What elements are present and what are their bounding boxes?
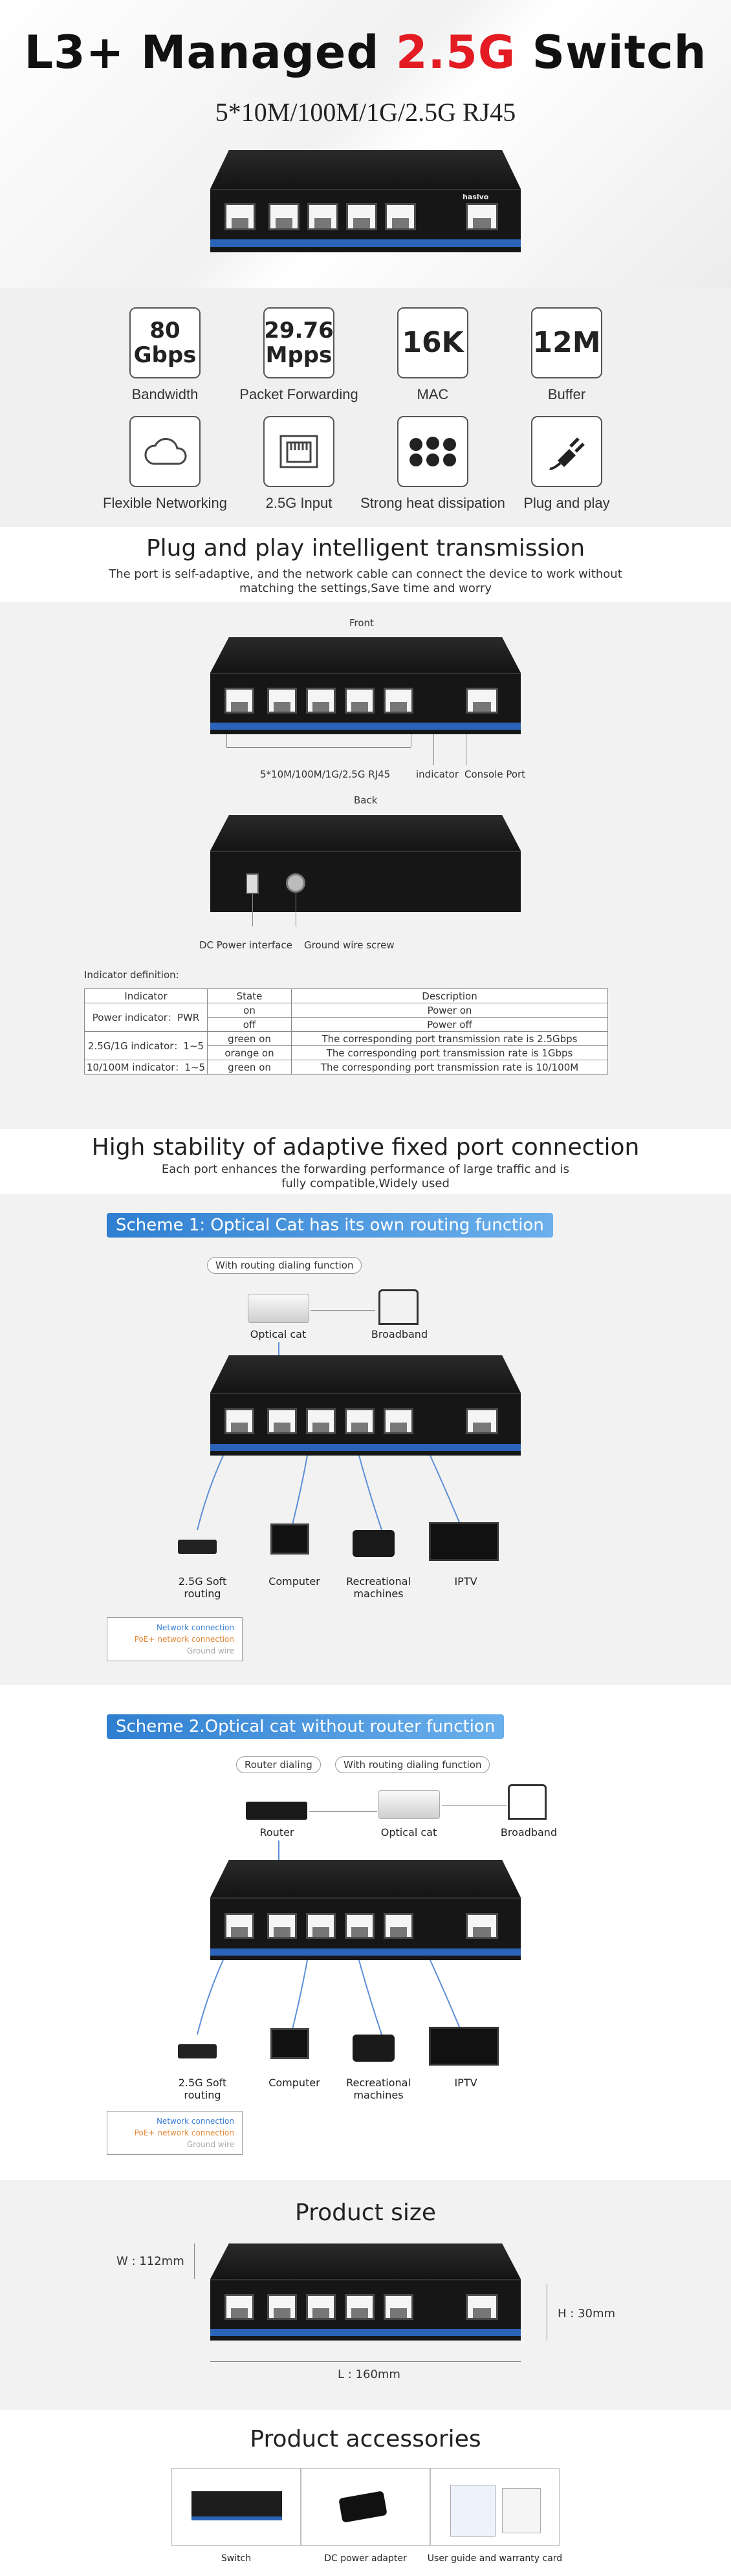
game-console-icon — [353, 2035, 395, 2062]
table-row: off Power off — [85, 1018, 608, 1032]
legend-network: Network connection — [156, 2117, 234, 2126]
iptv-label: IPTV — [454, 1575, 477, 1588]
indicator-table — [84, 988, 608, 1075]
buffer-label: Buffer — [547, 386, 586, 402]
buffer-value: 12M — [531, 307, 602, 378]
table-header: Description — [292, 989, 608, 1003]
routing-dialing-pill: With routing dialing function — [335, 1756, 490, 1773]
plug-section — [0, 527, 731, 602]
length-dimension: L : 160mm — [338, 2368, 400, 2381]
router-icon — [246, 1802, 307, 1820]
soft-router-icon — [178, 1540, 217, 1554]
table-header: Indicator — [85, 989, 208, 1003]
width-dimension: W : 112mm — [116, 2254, 184, 2268]
optical-cat-icon — [248, 1294, 309, 1323]
product-size-section — [0, 2180, 731, 2410]
hero-section — [0, 0, 731, 288]
switch-back-image — [210, 815, 521, 912]
computer-icon — [270, 1523, 309, 1555]
stability-title: High stability of adaptive fixed port connection — [91, 1134, 640, 1161]
plug-icon — [531, 416, 602, 487]
front-label: Front — [349, 617, 374, 629]
broadband-icon — [508, 1784, 547, 1820]
broadband-label: Broadband — [500, 1826, 558, 1839]
scheme-2-section — [0, 1685, 731, 2180]
accessory-switch — [171, 2468, 301, 2546]
soft-router-icon — [178, 2044, 217, 2058]
dc-power-label: DC Power interface — [199, 939, 292, 951]
optical-cat-label: Optical cat — [250, 1328, 307, 1340]
fan-icon — [397, 416, 468, 487]
recreational-label-2: machines — [353, 2089, 404, 2101]
computer-icon — [270, 2028, 309, 2059]
accessory-label: DC power adapter — [324, 2553, 407, 2564]
connection-lines — [0, 1452, 731, 1536]
table-row: orange on The corresponding port transmission rate is 1Gbps — [85, 1046, 608, 1060]
scheme-1-banner: Scheme 1: Optical Cat has its own routing function — [107, 1213, 553, 1238]
recreational-label-1: Recreational — [346, 2077, 411, 2089]
packet-forwarding-label: Packet Forwarding — [239, 386, 358, 402]
flexible-networking-label: Flexible Networking — [103, 495, 227, 511]
switch-image — [210, 150, 521, 252]
features-section — [0, 288, 731, 527]
packet-forwarding-value: 29.76 Mpps — [263, 307, 334, 378]
accessories-section — [0, 2410, 731, 2576]
mac-value: 16K — [397, 307, 468, 378]
broadband-icon — [378, 1289, 419, 1325]
accessory-label: User guide and warranty card — [427, 2553, 563, 2564]
scheme-2-banner: Scheme 2.Optical cat without router function — [107, 1714, 504, 1739]
optical-cat-icon — [378, 1790, 440, 1819]
accessory-user-guide — [430, 2468, 560, 2546]
table-row: 10/100M indicator：1~5 green on The corresponding port transmission rate is 10/100M — [85, 1060, 608, 1075]
router-dialing-pill: Router dialing — [236, 1756, 321, 1773]
legend-ground: Ground wire — [186, 1646, 234, 1655]
indicator-table-title: Indicator definition: — [84, 969, 179, 981]
stability-desc-1: Each port enhances the forwarding performance of large traffic and is — [161, 1162, 570, 1176]
hero-subtitle: 5*10M/100M/1G/2.5G RJ45 — [215, 98, 516, 127]
ports-label: 5*10M/100M/1G/2.5G RJ45 — [260, 769, 391, 780]
tv-icon — [429, 2027, 499, 2066]
scheme-1-section — [0, 1194, 731, 1685]
switch-logo: haslvo — [463, 193, 489, 201]
stability-section — [0, 1129, 731, 1194]
plug-and-play-label: Plug and play — [523, 495, 610, 511]
table-row: 2.5G/1G indicator：1~5 green on The corresponding port transmission rate is 2.5Gbps — [85, 1032, 608, 1046]
switch-image — [210, 1355, 521, 1456]
stability-desc-2: fully compatible,Widely used — [281, 1177, 450, 1190]
plug-desc-2: matching the settings,Save time and worry — [239, 582, 492, 595]
heat-dissipation-label: Strong heat dissipation — [360, 495, 505, 511]
broadband-label: Broadband — [371, 1328, 428, 1340]
recreational-label-2: machines — [353, 1588, 404, 1600]
indicator-label: indicator — [416, 769, 459, 780]
bandwidth-label: Bandwidth — [131, 386, 199, 402]
accessory-label: Switch — [221, 2553, 252, 2564]
ground-wire-label: Ground wire screw — [304, 939, 395, 951]
computer-label: Computer — [268, 1575, 320, 1588]
game-console-icon — [353, 1530, 395, 1557]
switch-image — [210, 1860, 521, 1960]
legend-poe: PoE+ network connection — [134, 1635, 234, 1644]
legend-network: Network connection — [156, 1623, 234, 1632]
connection-lines — [0, 1957, 731, 2041]
table-header: State — [208, 989, 292, 1003]
plug-title: Plug and play intelligent transmission — [146, 535, 585, 562]
bandwidth-value: 80 Gbps — [129, 307, 201, 378]
tv-icon — [429, 1522, 499, 1561]
input-label: 2.5G Input — [265, 495, 333, 511]
legend-poe: PoE+ network connection — [134, 2128, 234, 2137]
height-dimension: H : 30mm — [558, 2307, 616, 2320]
front-back-section — [0, 602, 731, 1129]
product-size-title: Product size — [295, 2199, 436, 2226]
switch-front-image — [210, 637, 521, 734]
port-icon — [263, 416, 334, 487]
accessories-title: Product accessories — [250, 2426, 481, 2452]
back-label: Back — [354, 794, 378, 806]
cloud-icon — [129, 416, 201, 487]
mac-label: MAC — [417, 386, 449, 402]
legend-ground: Ground wire — [186, 2140, 234, 2149]
connection-legend — [107, 1617, 243, 1661]
router-label: Router — [259, 1826, 294, 1839]
accessory-adapter — [301, 2468, 430, 2546]
connection-legend — [107, 2111, 243, 2155]
switch-image — [210, 2243, 521, 2341]
computer-label: Computer — [268, 2077, 320, 2089]
plug-desc-1: The port is self-adaptive, and the network cable can connect the device to work without — [109, 567, 622, 581]
console-port-label: Console Port — [464, 769, 526, 780]
recreational-label-1: Recreational — [346, 1575, 411, 1588]
table-row: Power indicator：PWR on Power on — [85, 1003, 608, 1018]
soft-routing-label: 2.5G Soft routing — [178, 1575, 227, 1600]
hero-title: L3+ Managed 2.5G Switch — [24, 26, 707, 79]
soft-routing-label: 2.5G Soft routing — [178, 2077, 227, 2101]
iptv-label: IPTV — [454, 2077, 477, 2089]
optical-cat-label: Optical cat — [380, 1826, 437, 1839]
routing-dialing-pill: With routing dialing function — [207, 1257, 362, 1274]
